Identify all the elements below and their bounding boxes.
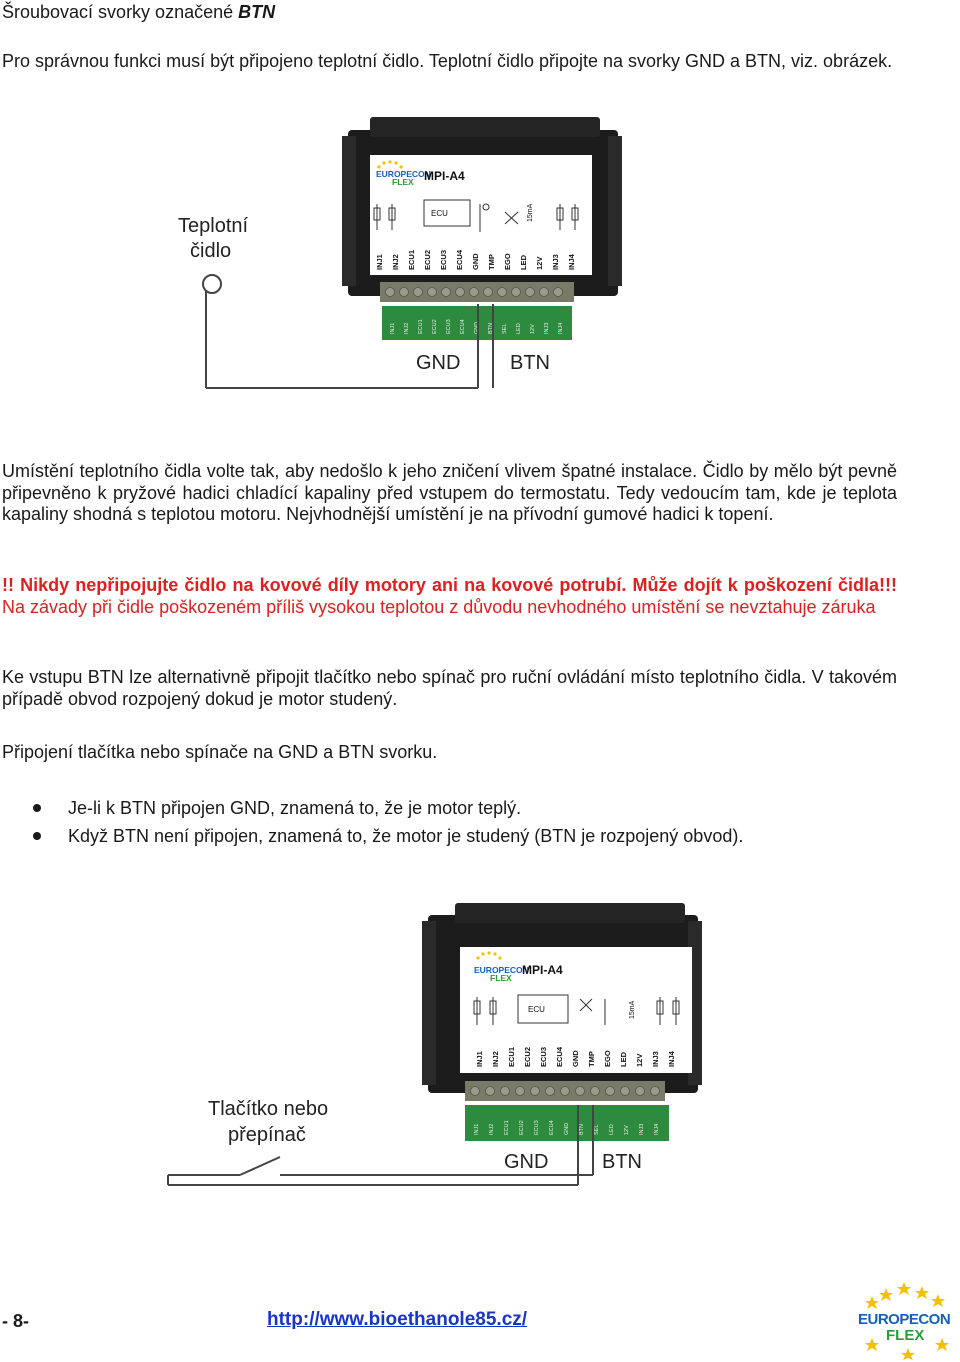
svg-text:INJ2: INJ2 [391, 254, 400, 270]
ecu-label: ECU [528, 1005, 545, 1014]
svg-text:INJ4: INJ4 [654, 1123, 660, 1135]
sensor-label-line2: čidlo [190, 240, 232, 262]
svg-text:12V: 12V [530, 324, 536, 334]
svg-text:INJ2: INJ2 [404, 322, 410, 334]
brand-bottom: FLEX [490, 973, 512, 983]
svg-text:ECU3: ECU3 [539, 1046, 548, 1067]
svg-text:LED: LED [516, 323, 522, 334]
logo-text-top: EUROPECON [858, 1311, 951, 1328]
btn-label: BTN [602, 1151, 642, 1173]
list-item: Když BTN není připojen, znamená to, že motor je studený (BTN je rozpojený obvod). [30, 824, 743, 852]
svg-text:INJ2: INJ2 [491, 1051, 500, 1067]
gnd-label: GND [416, 352, 461, 374]
svg-text:EGO: EGO [603, 1050, 612, 1067]
switch-label-line2: přepínač [228, 1124, 306, 1146]
svg-text:ECU4: ECU4 [460, 319, 466, 334]
svg-text:BTN: BTN [488, 323, 494, 334]
device-model: MPI-A4 [424, 169, 465, 183]
current-label: 15mA [527, 203, 534, 222]
svg-text:ECU3: ECU3 [439, 249, 448, 270]
svg-text:INJ3: INJ3 [544, 322, 550, 334]
svg-text:INJ4: INJ4 [567, 254, 576, 270]
svg-text:ECU4: ECU4 [455, 249, 464, 270]
svg-text:ECU2: ECU2 [519, 1120, 525, 1135]
svg-text:ECU1: ECU1 [418, 319, 424, 334]
device-model: MPI-A4 [522, 963, 563, 977]
svg-text:INJ3: INJ3 [651, 1051, 660, 1067]
svg-text:ECU2: ECU2 [423, 249, 432, 270]
svg-text:INJ1: INJ1 [390, 322, 396, 334]
europecon-logo [856, 1280, 960, 1360]
svg-text:SEL: SEL [594, 1124, 600, 1135]
svg-text:INJ3: INJ3 [551, 254, 560, 270]
svg-text:ECU1: ECU1 [504, 1120, 510, 1135]
svg-text:ECU2: ECU2 [432, 319, 438, 334]
sensor-label-line1: Teplotní [178, 215, 249, 237]
svg-text:ECU1: ECU1 [407, 249, 416, 270]
svg-text:INJ4: INJ4 [667, 1051, 676, 1067]
website-link[interactable]: http://www.bioethanole85.cz/ [267, 1309, 528, 1330]
svg-text:INJ4: INJ4 [558, 322, 564, 334]
svg-text:ECU2: ECU2 [523, 1046, 532, 1067]
svg-text:GND: GND [471, 253, 480, 270]
brand-top: EUROPECON [376, 169, 431, 179]
logo-text-bottom: FLEX [886, 1327, 925, 1344]
svg-text:ECU4: ECU4 [549, 1120, 555, 1135]
current-label: 15mA [629, 1000, 636, 1019]
svg-text:12V: 12V [635, 1053, 644, 1067]
svg-text:INJ1: INJ1 [474, 1123, 480, 1135]
brand-bottom: FLEX [392, 177, 414, 187]
location-paragraph: Umístění teplotního čidla volte tak, aby nedošlo k jeho zničení vlivem špatné instalace. Čidlo by mělo být pevně připevněno k pryžové hadici chladící kapaliny před vstupem do termostatu. Tedy vedoucím tam, kde je teplota kapaliny shodná s teplotou motoru. Nejvhodnější umístění je na přívodní gumové hadici k topení. [2, 461, 897, 524]
svg-text:TMP: TMP [587, 1051, 596, 1067]
svg-text:GND: GND [474, 321, 480, 334]
connection-paragraph: Připojení tlačítka nebo spínače na GND a BTN svorku. [2, 742, 438, 762]
heading-text: Šroubovací svorky označené [2, 2, 239, 22]
svg-text:EGO: EGO [503, 253, 512, 270]
svg-text:LED: LED [619, 1052, 628, 1067]
alternative-paragraph: Ke vstupu BTN lze alternativně připojit tlačítko nebo spínač pro ruční ovládání místo teplotního čidla. V takovém případě obvod rozpojený dokud je motor studený. [2, 667, 897, 709]
sensor-wiring-diagram [170, 112, 630, 397]
svg-text:ECU3: ECU3 [534, 1120, 540, 1135]
gnd-label: GND [504, 1151, 549, 1173]
svg-text:SEL: SEL [502, 323, 508, 334]
section-heading [2, 2, 275, 23]
page-number: - 8- [2, 1311, 29, 1331]
svg-text:BTN: BTN [579, 1124, 585, 1135]
warning-normal: Na závady při čidle poškozeném příliš vysokou teplotou z důvodu nevhodného umístění se nevztahuje záruka [2, 596, 876, 617]
switch-wiring-diagram [160, 895, 720, 1195]
bullet-list [30, 796, 743, 852]
ecu-label: ECU [431, 209, 448, 218]
svg-text:12V: 12V [624, 1125, 630, 1135]
warning-paragraph [2, 575, 897, 618]
warning-bold: !! Nikdy nepřipojujte čidlo na kovové díly motory ani na kovové potrubí. Může dojít k poškození čidla!!! [2, 575, 897, 595]
brand-top: EUROPECON [474, 965, 529, 975]
svg-text:ECU4: ECU4 [555, 1046, 564, 1067]
svg-text:GND: GND [564, 1122, 570, 1135]
svg-text:INJ1: INJ1 [375, 254, 384, 270]
svg-text:INJ1: INJ1 [475, 1051, 484, 1067]
svg-text:INJ2: INJ2 [489, 1123, 495, 1135]
svg-text:ECU3: ECU3 [446, 319, 452, 334]
heading-emphasis: BTN [238, 2, 276, 22]
list-item: Je-li k BTN připojen GND, znamená to, že je motor teplý. [30, 796, 743, 824]
switch-label-line1: Tlačítko nebo [208, 1098, 329, 1120]
switch-icon [240, 1157, 280, 1175]
svg-text:LED: LED [609, 1124, 615, 1135]
svg-text:TMP: TMP [487, 254, 496, 270]
svg-text:LED: LED [519, 255, 528, 270]
intro-paragraph: Pro správnou funkci musí být připojeno teplotní čidlo. Teplotní čidlo připojte na svorky GND a BTN, viz. obrázek. [2, 51, 893, 71]
btn-label: BTN [510, 352, 550, 374]
svg-text:GND: GND [571, 1050, 580, 1067]
svg-text:ECU1: ECU1 [507, 1046, 516, 1067]
svg-text:INJ3: INJ3 [639, 1123, 645, 1135]
svg-text:12V: 12V [535, 256, 544, 270]
